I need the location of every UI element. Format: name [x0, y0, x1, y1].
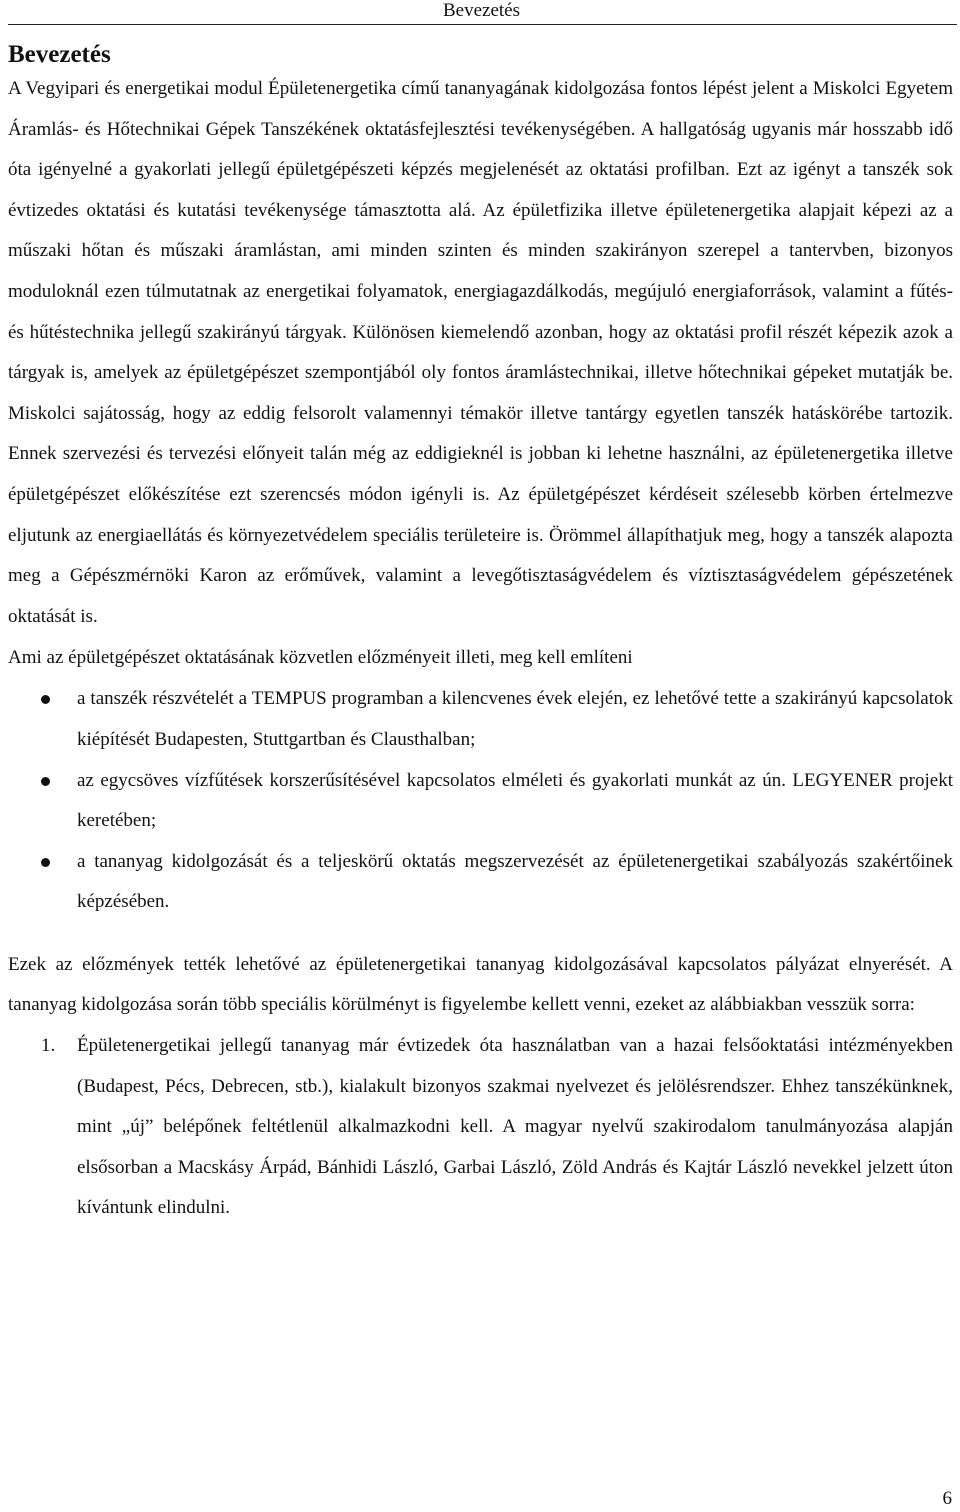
section-title: Bevezetés — [8, 41, 111, 68]
bullet-item — [8, 679, 953, 760]
item-text: Épületenergetikai jellegű tananyag már évtizedek óta használatban van a hazai felsőoktatási intézményekben (Budapest, Pécs, Debrecen, stb.), kialakult bizonyos szakmai nyelvezet és jelölésrendszer. Ehhez tanszékünknek, mint „új” belépőnek feltétlenül alkalmazkodni kell. A magyar nyelvű szakirodalom tanulmányozása alapján elsősorban a Macskásy Árpád, Bánhidi László, Garbai László, Zöld András és Kajtár László nevekkel jelzett úton kívántunk elindulni. — [77, 1035, 953, 1219]
bullet-text: a tananyag kidolgozását és a teljeskörű oktatás megszervezését az épületenergetikai szabályozás szakértőinek képzésében. — [77, 850, 953, 913]
header-rule — [8, 24, 957, 25]
bullet-icon — [41, 777, 50, 786]
intro-paragraph: A Vegyipari és energetikai modul Épületenergetika című tananyagának kidolgozása fontos lépést jelent a Miskolci Egyetem Áramlás- és Hőtechnikai Gépek Tanszékének oktatásfejlesztési tevékenységében. A hallgatóság ugyanis már hosszabb idő óta igényelné a gyakorlati jellegű épületgépészeti képzés megjelenését az oktatási profilban. Ezt az igényt a tanszék sok évtizedes oktatási és kutatási tevékenysége támasztotta alá. Az épületfizika illetve épületenergetika alapjait képezi az a műszaki hőtan és műszaki áramlástan, ami minden szinten és minden szakirányon szerepel a tantervben, bizonyos moduloknál ezen túlmutatnak az energetikai folyamatok, energiagazdálkodás, megújuló energiaforrások, valamint a fűtés- és hűtéstechnika jellegű szakirányú tárgyak. Különösen kiemelendő azonban, hogy az oktatási profil részét képezik azok a tárgyak is, amelyek az épületgépészet szempontjából oly fontos áramlástechnikai, illetve hőtechnikai gépeket mutatják be. Miskolci sajátosság, hogy az eddig felsorolt valamennyi témakör illetve tantárgy egyetlen tanszék hatáskörébe tartozik. Ennek szervezési és tervezési előnyeit talán még az eddigieknél is jobban ki lehetne használni, az épületenergetika illetve épületgépészet előkészítése ezt szerencsés módon igényli is. Az épületgépészet kérdéseit szélesebb körben értelmezve eljutunk az energiaellátás és környezetvédelem speciális területeire is. Örömmel állapíthatjuk meg, hogy a tanszék alapozta meg a Gépészmérnöki Karon az erőművek, valamint a levegőtisztaságvédelem és víztisztaságvédelem gépészetének oktatását is. — [8, 78, 953, 627]
running-header: Bevezetés — [442, 0, 520, 21]
bullet-text: a tanszék részvételét a TEMPUS programban a kilencvenes évek elején, ez lehetővé tette a szakirányú kapcsolatok kiépítését Budapesten, Stuttgartban és Clausthalban; — [77, 688, 953, 750]
page-number: 6 — [942, 1488, 952, 1509]
numbered-item — [8, 1026, 953, 1229]
bullet-item — [8, 842, 953, 923]
bullet-icon — [41, 695, 50, 704]
bullet-icon — [41, 858, 50, 867]
bullet-text: az egycsöves vízfűtések korszerűsítésével kapcsolatos elméleti és gyakorlati munkát az ún. LEGYENER projekt keretében; — [77, 769, 953, 832]
after-list-paragraph: Ezek az előzmények tették lehetővé az épületenergetikai tananyag kidolgozásával kapcsolatos pályázat elnyerését. A tananyag kidolgozása során több speciális körülményt is figyelembe kellett venni, ezeket az alábbiakban vesszük sorra: — [8, 953, 953, 1016]
bullet-list — [8, 679, 953, 923]
bullet-item — [8, 761, 953, 842]
lead-paragraph: Ami az épületgépészet oktatásának közvetlen előzményeit illeti, meg kell említeni — [8, 647, 633, 669]
item-number: 1. — [41, 1035, 56, 1057]
page-content — [8, 40, 953, 1229]
numbered-list — [8, 1026, 953, 1229]
